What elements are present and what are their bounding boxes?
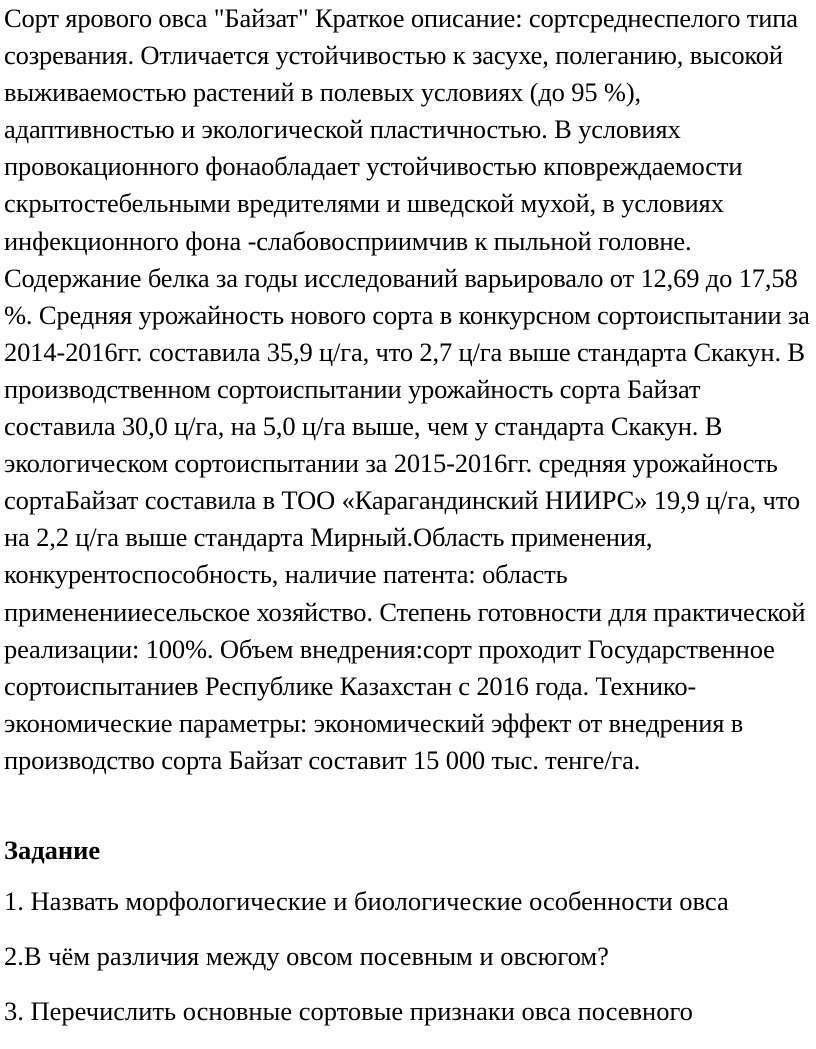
task-item-3: 3. Перечислить основные сортовые признаки овса посевного: [4, 996, 693, 1026]
task-section-heading: Задание: [4, 835, 101, 865]
task-item-1: 1. Назвать морфологические и биологические особенности овса: [4, 886, 729, 916]
variety-description-paragraph: Сорт ярового овса "Байзат" Краткое описание: сортсреднеспелого типа созревания. Отличается устойчивостью к засухе, полеганию, высокой выживаемостью растений в полевых условиях (до 95 %), адаптивностью и экологической пластичностью. В условиях провокационного фонаобладает устойчивостью кповреждаемости скрытостебельными вредителями и шведской мухой, в условиях инфекционного фона -слабовосприимчив к пыльной головне. Содержание белка за годы исследований варьировало от 12,69 до 17,58 %. Средняя урожайность нового сорта в конкурсном сортоиспытании за 2014-2016гг. составила 35,9 ц/га, что 2,7 ц/га выше стандарта Скакун. В производственном сортоиспытании урожайность сорта Байзат составила 30,0 ц/га, на 5,0 ц/га выше, чем у стандарта Скакун. В экологическом сортоиспытании за 2015-2016гг. средняя урожайность сортаБайзат составила в ТОО «Карагандинский НИИРС» 19,9 ц/га, что на 2,2 ц/га выше стандарта Мирный.Область применения, конкурентоспособность, наличие патента: область примененииесельское хозяйство. Степень готовности для практической реализации: 100%. Объем внедрения:сорт проходит Государственное сортоиспытаниев Республике Казахстан с 2016 года. Технико-экономические параметры: экономический эффект от внедрения в производство сорта Байзат составит 15 000 тыс. тенге/га.: [4, 3, 810, 775]
task-item-2: 2.В чём различия между овсом посевным и овсюгом?: [4, 941, 609, 971]
